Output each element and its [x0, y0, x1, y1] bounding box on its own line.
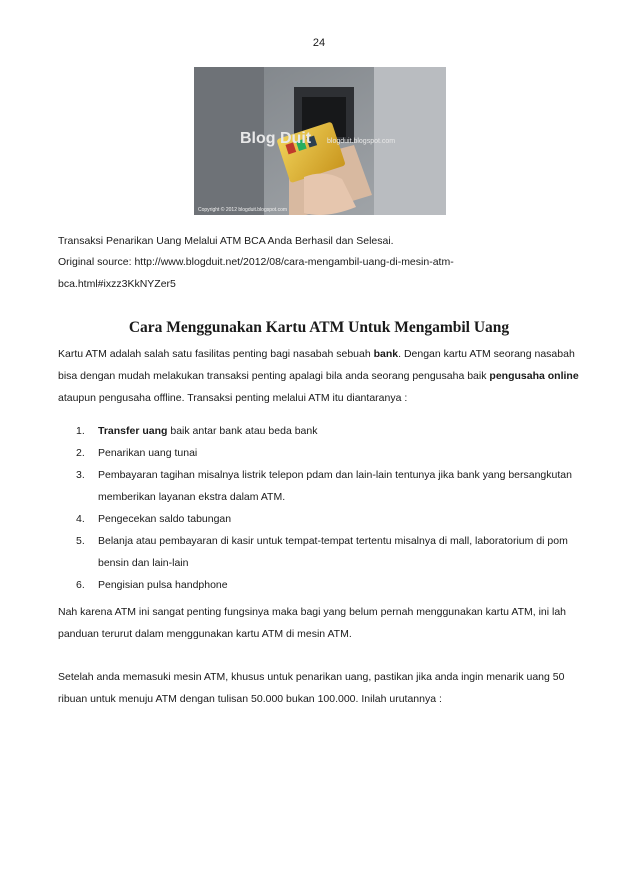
- guide-paragraph: Nah karena ATM ini sangat penting fungsinya maka bagi yang belum pernah menggunakan kartu ATM, ini lah panduan terurut dalam menggunakan kartu ATM di mesin ATM.: [58, 606, 566, 640]
- steps-intro-paragraph: Setelah anda memasuki mesin ATM, khusus untuk penarikan uang, pastikan jika anda ingin menarik uang 50 ribuan untuk menuju ATM dengan tulisan 50.000 bukan 100.000. Inilah urutannya :: [58, 671, 565, 705]
- atm-photo-illustration: [194, 67, 446, 215]
- photo-copyright: Copyright © 2012 blogduit.blogspot.com: [198, 207, 288, 213]
- photo-caption: Transaksi Penarikan Uang Melalui ATM BCA Anda Berhasil dan Selesai.: [58, 235, 394, 247]
- list-item: 4. Pengecekan saldo tabungan: [76, 513, 232, 525]
- transaction-list: [58, 420, 598, 596]
- list-item: 2. Penarikan uang tunai: [76, 447, 198, 459]
- source-link-continued[interactable]: bca.html#ixzz3KkNYZer5: [58, 278, 176, 290]
- list-item: 6. Pengisian pulsa handphone: [76, 579, 228, 591]
- photo-watermark-url: blogduit.blogspot.com: [327, 138, 396, 145]
- section-heading: Cara Menggunakan Kartu ATM Untuk Mengambil Uang: [128, 319, 510, 336]
- list-item: 3. Pembayaran tagihan misalnya listrik telepon pdam dan lain-lain tentunya jika bank yang bersangkutan memberikan layanan ekstra dalam ATM.: [76, 469, 572, 503]
- list-item: 1. Transfer uang baik antar bank atau beda bank: [76, 425, 318, 437]
- source-link[interactable]: http://www.blogduit.net/2012/08/cara-mengambil-uang-di-mesin-atm-: [134, 256, 454, 268]
- bank-keyword: bank: [373, 348, 399, 360]
- intro-paragraph: Kartu ATM adalah salah satu fasilitas penting bagi nasabah sebuah bank. Dengan kartu ATM seorang nasabah bisa dengan mudah melakukan transaksi penting apalagi bila anda seorang pengusaha baik pengusaha online ataupun pengusaha offline. Transaksi penting melalui ATM itu diantaranya :: [58, 348, 579, 404]
- photo-watermark-title: Blog Duit: [240, 130, 312, 147]
- source-line: [58, 255, 598, 269]
- source-label: Original source:: [58, 256, 135, 268]
- atm-card-photo: [194, 67, 446, 215]
- online-keyword: pengusaha online: [489, 370, 579, 382]
- page-number: 24: [312, 37, 326, 49]
- list-item: 5. Belanja atau pembayaran di kasir untuk tempat-tempat tertentu misalnya di mall, laboratorium di pom bensin dan lain-lain: [76, 535, 568, 569]
